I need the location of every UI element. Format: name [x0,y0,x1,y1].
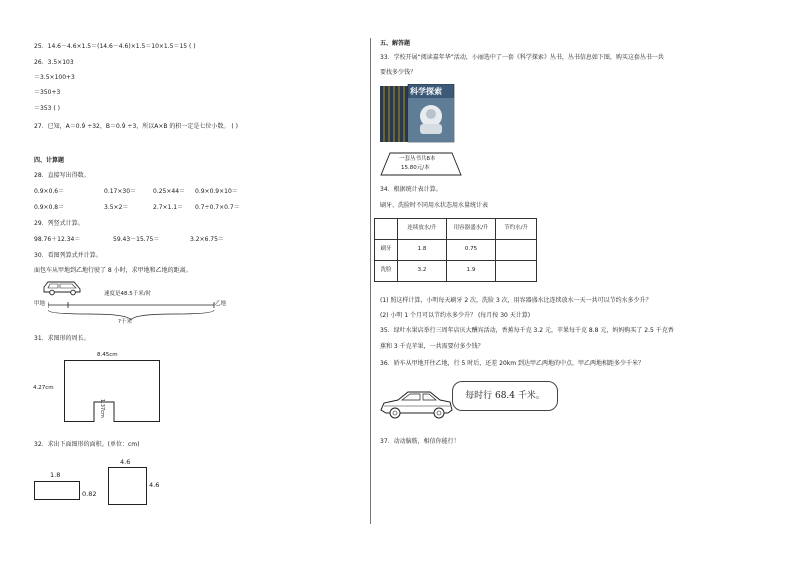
distance-segment [48,298,216,324]
q32-rectangle [34,481,80,500]
table-caption: 刷牙、洗脸时不同用水状态用水量统计表 [380,202,489,209]
question-35-line1: 35．绿叶水果店举行三周年店庆大酬宾活动，香蕉每千克 3.2 元，苹果每千克 8.8 元，妈妈购买了 2.5 千克香 [380,327,674,334]
water-usage-table [374,218,537,282]
q28-item: 0.9×0.9×10＝ [195,188,238,195]
table-cell [496,261,537,282]
question-37: 37．动动脑筋，相信你能行！ [380,438,460,445]
question-27: 27．已知，A＝0.9̇ ÷32，B＝0.9̇ ÷3，所以A×B 的积一定是七位小数。 ( ) [34,123,238,130]
speed-text: 每时行 68.4 千米。 [465,390,545,401]
q30-start-label: 甲地 [34,301,46,307]
car-icon [378,386,454,422]
question-31: 31．求图形的周长。 [34,335,90,342]
question-33-line2: 要找多少钱？ [380,69,417,76]
table-cell: 洗脸 [375,261,398,282]
q31-left-length: 4.27cm [33,385,54,391]
q29-item: 98.76＋12.34＝ [34,236,81,243]
q28-item: 0.25×44＝ [153,188,186,195]
question-34-part1: (1) 照这样计算，小明每天刷牙 2 次，洗脸 3 次，用容器盛水比连续放水一天一共可以节约水多少升？ [380,297,652,304]
q32-square-height: 4.6 [149,481,160,489]
question-29: 29．列竖式计算。 [34,220,84,227]
q30-end-label: 乙地 [215,301,227,307]
book-price-label: 15.80元/本 [401,165,430,171]
table-header-row [375,219,537,240]
question-34-part2: (2) 小明 1 个月可以节约水多少升？ (每月按 30 天计算) [380,312,531,319]
section-4-heading: 四、计算题 [34,157,65,164]
table-cell: 刷牙 [375,240,398,261]
speech-bubble [452,381,558,411]
question-34: 34．根据统计表计算。 [380,186,442,193]
q28-item: 0.17×30＝ [104,188,137,195]
table-header-cell [375,219,398,240]
book-count-label: 一套丛书共8本 [399,156,436,162]
table-row [375,261,537,282]
table-cell: 3.2 [398,261,447,282]
q28-item: 3.5×2＝ [104,204,129,211]
column-divider [370,38,371,524]
table-cell: 1.8 [398,240,447,261]
book-cover-title: 科学探索 [410,86,442,96]
question-30-text: 面包车从甲地到乙地行驶了 8 小时，求甲地和乙地的距离。 [34,267,192,274]
question-26-line1: 26．3.5×103 [34,59,74,66]
question-26-line4: ＝353 ( ) [34,105,60,112]
q32-rect-height: 0.82 [82,490,97,498]
q32-rect-width: 1.8 [50,471,61,479]
question-35-line2: 蕉和 3 千克苹果，一共需要付多少钱？ [380,343,484,350]
table-row [375,240,537,261]
polygon-shape [64,360,160,422]
section-5-heading: 五、解答题 [380,40,411,47]
table-header-cell: 节约水/升 [496,219,537,240]
q28-item: 0.7÷0.7×0.7＝ [195,204,240,211]
q29-item: 59.43－15.75＝ [113,236,160,243]
question-26-line3: ＝350+3 [34,89,61,96]
q28-item: 0.9×0.8＝ [34,204,65,211]
table-cell: 0.75 [447,240,496,261]
question-25: 25．14.6－4.6×1.5＝(14.6－4.6)×1.5＝10×1.5＝15 ( ) [34,43,196,50]
q28-item: 0.9×0.6＝ [34,188,65,195]
question-26-line2: ＝3.5×100+3 [34,74,75,81]
q29-item: 3.2×6.75＝ [190,236,224,243]
question-32: 32．求出下面图形的面积。(单位：cm) [34,441,140,448]
question-28: 28．直接写出得数。 [34,172,90,179]
table-cell [496,240,537,261]
table-header-cell: 连续放水/升 [398,219,447,240]
question-36: 36．轿车从甲地开往乙地，行 5 时后，还差 20km 到达甲乙两地的中点，甲乙两地相距多少千米？ [380,360,645,367]
q28-item: 2.7×1.1＝ [153,204,184,211]
table-cell: 1.9 [447,261,496,282]
q30-unknown-distance: ?千米 [118,319,132,325]
table-header-cell: 用容器盛水/升 [447,219,496,240]
q32-square-width: 4.6 [120,458,131,466]
question-33-line1: 33．学校开展“阅读嘉年华”活动，小丽选中了一套《科学探索》丛书，丛书信息如下图，购买这套丛书一共 [380,54,664,61]
q31-inner-length: 1.37cm [99,399,105,418]
question-30: 30．看图列算式并计算。 [34,252,102,259]
q30-speed-label: 速度是48.5千米/时 [104,291,152,297]
q31-top-length: 8.45cm [97,352,118,358]
q32-square [108,467,147,505]
